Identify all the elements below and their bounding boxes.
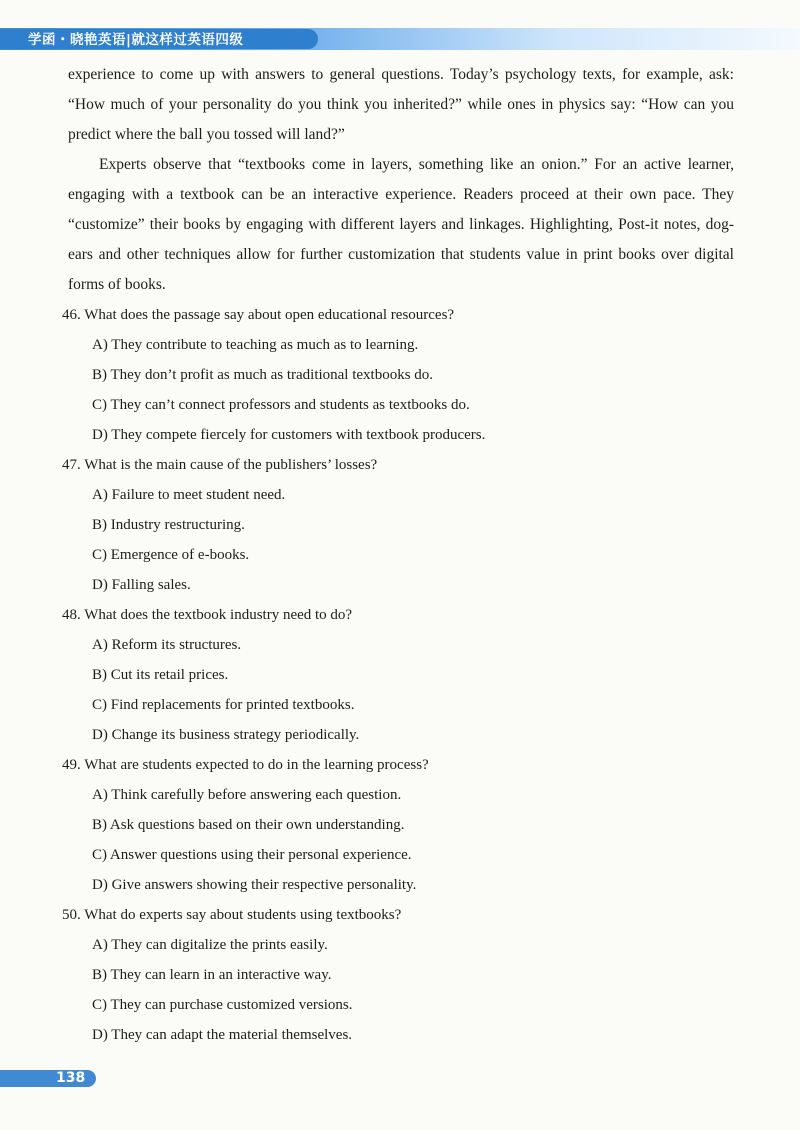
option-c: C) They can’t connect professors and students as textbooks do. [92, 397, 470, 413]
option-d: D) They can adapt the material themselves. [92, 1027, 353, 1043]
option-b: B) Ask questions based on their own understanding. [92, 817, 405, 833]
header-title: 学函・晓艳英语|就这样过英语四级 [28, 32, 244, 48]
option-a: A) They can digitalize the prints easily. [92, 937, 328, 953]
passage-paragraph-2: Experts observe that “textbooks come in layers, something like an onion.” For an active learner, engaging with a textbook can be an interactive experience. Readers proceed at their own pace. They “customize” their books by engaging with different layers and linkages. Highlighting, Post-it notes, dog-ears and other techniques allow for further customization that students value in print books over digital forms of books. [68, 156, 734, 293]
option-c: C) Find replacements for printed textbooks. [92, 697, 355, 713]
page-number: 138 [56, 1070, 86, 1086]
option-a: A) Failure to meet student need. [92, 487, 286, 503]
option-b: B) They can learn in an interactive way. [92, 967, 332, 983]
option-b: B) Industry restructuring. [92, 517, 245, 533]
question-stem: 48. What does the textbook industry need to do? [62, 607, 353, 623]
option-d: D) They compete fiercely for customers with textbook producers. [92, 427, 486, 443]
question-50 [62, 900, 734, 1050]
option-b: B) Cut its retail prices. [92, 667, 229, 683]
question-stem: 46. What does the passage say about open educational resources? [62, 307, 455, 323]
option-c: C) They can purchase customized versions. [92, 997, 353, 1013]
question-stem: 50. What do experts say about students using textbooks? [62, 907, 402, 923]
question-stem: 47. What is the main cause of the publishers’ losses? [62, 457, 378, 473]
page-content [62, 60, 734, 1050]
option-a: A) They contribute to teaching as much as to learning. [92, 337, 419, 353]
question-48 [62, 600, 734, 750]
question-47 [62, 450, 734, 600]
option-d: D) Change its business strategy periodically. [92, 727, 360, 743]
option-c: C) Answer questions using their personal experience. [92, 847, 412, 863]
question-46 [62, 300, 734, 450]
option-a: A) Reform its structures. [92, 637, 242, 653]
question-49 [62, 750, 734, 900]
option-c: C) Emergence of e-books. [92, 547, 250, 563]
passage-paragraph-1: experience to come up with answers to general questions. Today’s psychology texts, for example, ask: “How much of your personality do you think you inherited?” while ones in physics say: “How can you predict where the ball you tossed will land?” [68, 66, 734, 143]
option-a: A) Think carefully before answering each question. [92, 787, 402, 803]
question-stem: 49. What are students expected to do in the learning process? [62, 757, 429, 773]
option-d: D) Falling sales. [92, 577, 191, 593]
option-b: B) They don’t profit as much as traditional textbooks do. [92, 367, 434, 383]
option-d: D) Give answers showing their respective personality. [92, 877, 417, 893]
